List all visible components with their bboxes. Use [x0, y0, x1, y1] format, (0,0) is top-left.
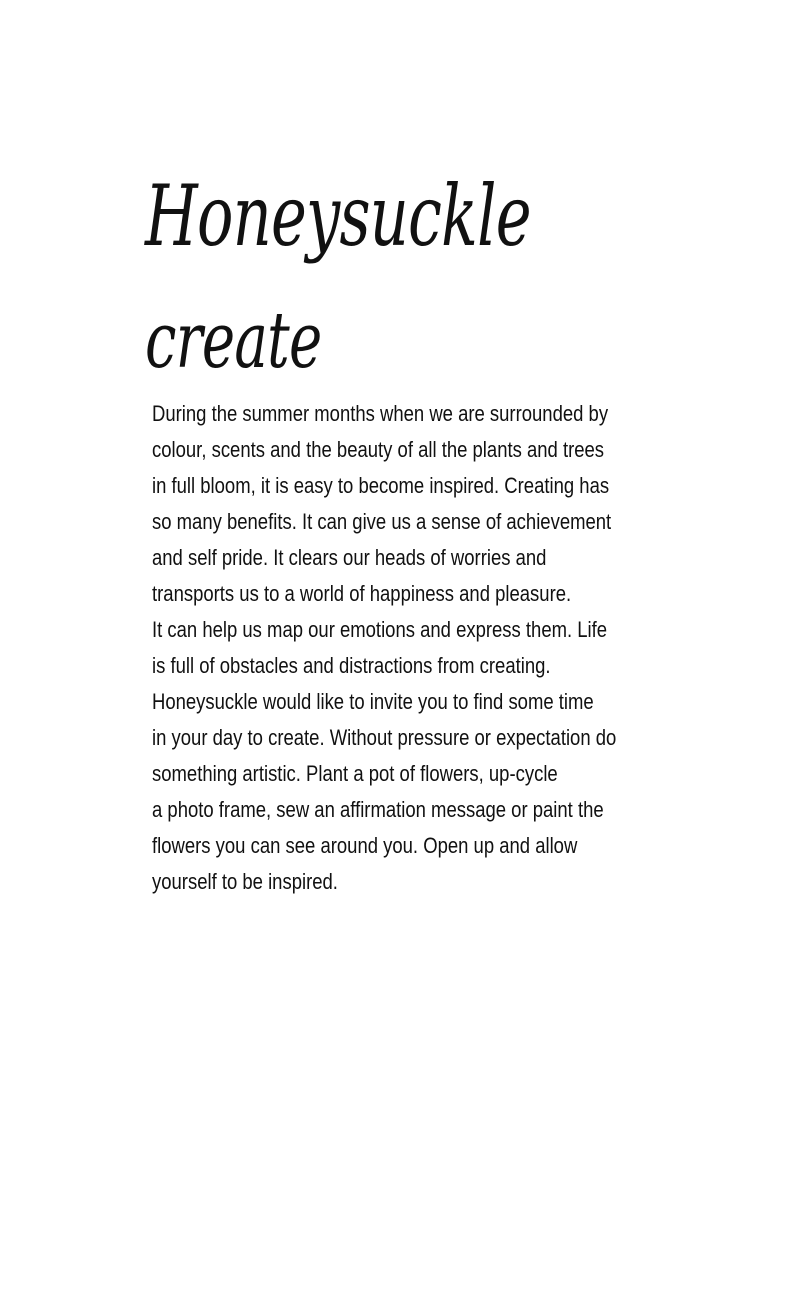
body-line: is full of obstacles and distractions from creating. — [152, 653, 551, 678]
body-line: colour, scents and the beauty of all the plants and trees — [152, 437, 605, 462]
body-line: It can help us map our emotions and express them. Life — [152, 617, 608, 642]
title-line-honeysuckle: Honeysuckle — [145, 167, 531, 265]
body-line: and self pride. It clears our heads of worries and — [152, 545, 547, 570]
body-line: so many benefits. It can give us a sense of achievement — [152, 509, 612, 534]
body-line: something artistic. Plant a pot of flowers, up-cycle — [152, 761, 558, 786]
body-line: transports us to a world of happiness and pleasure. — [152, 581, 572, 606]
body-line: a photo frame, sew an affirmation message or paint the — [152, 797, 604, 822]
page-title — [145, 150, 705, 400]
body-line: During the summer months when we are surrounded by — [152, 401, 609, 426]
body-line: in your day to create. Without pressure or expectation do — [152, 725, 617, 750]
title-line-create: create — [145, 296, 322, 386]
body-line: Honeysuckle would like to invite you to find some time — [152, 689, 594, 714]
body-line: flowers you can see around you. Open up and allow — [152, 833, 578, 858]
body-line: yourself to be inspired. — [152, 869, 338, 894]
body-line: in full bloom, it is easy to become inspired. Creating has — [152, 473, 610, 498]
body-paragraph — [152, 396, 672, 900]
